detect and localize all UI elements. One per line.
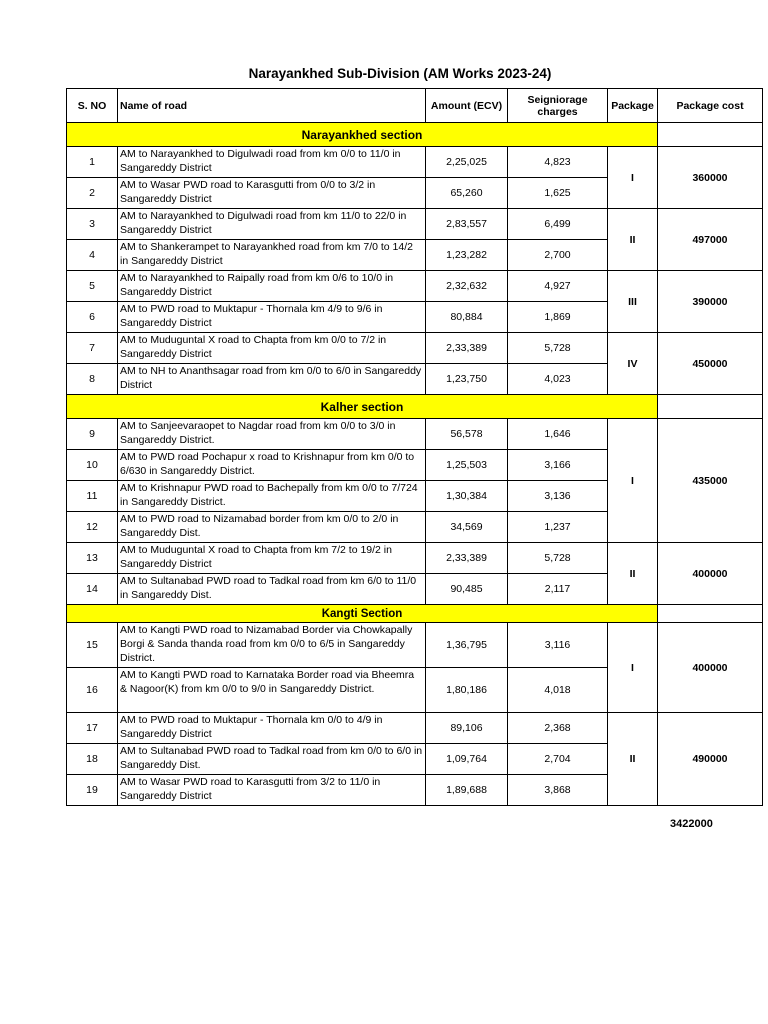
row-road-name: AM to Narayankhed to Digulwadi road from km 11/0 to 22/0 in Sangareddy District: [118, 209, 426, 240]
row-sno: 9: [67, 419, 118, 450]
row-road-name: AM to Narayankhed to Digulwadi road from km 0/0 to 11/0 in Sangareddy District: [118, 147, 426, 178]
table-row: [67, 623, 763, 668]
row-amount: 89,106: [426, 713, 508, 744]
row-amount: 2,25,025: [426, 147, 508, 178]
row-road-name: AM to Wasar PWD road to Karasgutti from 0/0 to 3/2 in Sangareddy District: [118, 178, 426, 209]
section-empty-cell: [658, 395, 763, 419]
row-road-name: AM to Wasar PWD road to Karasgutti from 3/2 to 11/0 in Sangareddy District: [118, 775, 426, 806]
row-road-name: AM to Sultanabad PWD road to Tadkal road from km 0/0 to 6/0 in Sangareddy Dist.: [118, 744, 426, 775]
row-road-name: AM to Krishnapur PWD road to Bachepally from km 0/0 to 7/724 in Sangareddy District.: [118, 481, 426, 512]
section-row: [67, 395, 763, 419]
package-cost: 490000: [658, 713, 763, 806]
row-amount: 2,33,389: [426, 543, 508, 574]
row-sno: 2: [67, 178, 118, 209]
package-label: II: [608, 543, 658, 605]
package-cost: 390000: [658, 271, 763, 333]
row-amount: 2,32,632: [426, 271, 508, 302]
package-cost: 435000: [658, 419, 763, 543]
header-name: Name of road: [118, 89, 426, 123]
section-row: [67, 123, 763, 147]
row-seigniorage: 5,728: [508, 333, 608, 364]
row-amount: 1,80,186: [426, 668, 508, 713]
row-seigniorage: 3,116: [508, 623, 608, 668]
package-label: II: [608, 713, 658, 806]
row-road-name: AM to Muduguntal X road to Chapta from km 7/2 to 19/2 in Sangareddy District: [118, 543, 426, 574]
row-amount: 2,83,557: [426, 209, 508, 240]
row-seigniorage: 1,646: [508, 419, 608, 450]
row-sno: 5: [67, 271, 118, 302]
row-amount: 1,25,503: [426, 450, 508, 481]
package-label: I: [608, 147, 658, 209]
row-amount: 1,36,795: [426, 623, 508, 668]
row-seigniorage: 2,704: [508, 744, 608, 775]
row-sno: 10: [67, 450, 118, 481]
row-seigniorage: 1,869: [508, 302, 608, 333]
row-seigniorage: 5,728: [508, 543, 608, 574]
row-amount: 1,30,384: [426, 481, 508, 512]
package-cost: 497000: [658, 209, 763, 271]
header-seigniorage: Seigniorage charges: [508, 89, 608, 123]
table-row: [67, 543, 763, 574]
row-road-name: AM to Sultanabad PWD road to Tadkal road from km 6/0 to 11/0 in Sangareddy Dist.: [118, 574, 426, 605]
section-empty-cell: [658, 123, 763, 147]
header-amount: Amount (ECV): [426, 89, 508, 123]
row-sno: 18: [67, 744, 118, 775]
table-row: [67, 419, 763, 450]
row-road-name: AM to Kangti PWD road to Nizamabad Border via Chowkapally Borgi & Sanda thanda road from km 0/0 to 6/5 in Sangareddy District.: [118, 623, 426, 668]
row-sno: 19: [67, 775, 118, 806]
package-label: IV: [608, 333, 658, 395]
row-seigniorage: 2,368: [508, 713, 608, 744]
row-sno: 7: [67, 333, 118, 364]
row-amount: 1,23,282: [426, 240, 508, 271]
row-road-name: AM to PWD road Pochapur x road to Krishnapur from km 0/0 to 6/630 in Sangareddy District.: [118, 450, 426, 481]
row-seigniorage: 1,237: [508, 512, 608, 543]
table-row: [67, 209, 763, 240]
row-road-name: AM to Kangti PWD road to Karnataka Border road via Bheemra & Nagoor(K) from km 0/0 to 9/0 in Sangareddy District.: [118, 668, 426, 713]
row-amount: 34,569: [426, 512, 508, 543]
row-sno: 15: [67, 623, 118, 668]
row-sno: 16: [67, 668, 118, 713]
row-amount: 1,23,750: [426, 364, 508, 395]
row-road-name: AM to Narayankhed to Raipally road from km 0/6 to 10/0 in Sangareddy District: [118, 271, 426, 302]
row-seigniorage: 3,166: [508, 450, 608, 481]
row-amount: 80,884: [426, 302, 508, 333]
header-package: Package: [608, 89, 658, 123]
row-seigniorage: 3,136: [508, 481, 608, 512]
row-amount: 65,260: [426, 178, 508, 209]
row-road-name: AM to Muduguntal X road to Chapta from km 0/0 to 7/2 in Sangareddy District: [118, 333, 426, 364]
row-road-name: AM to PWD road to Muktapur - Thornala km 4/9 to 9/6 in Sangareddy District: [118, 302, 426, 333]
row-sno: 11: [67, 481, 118, 512]
row-road-name: AM to PWD road to Nizamabad border from km 0/0 to 2/0 in Sangareddy Dist.: [118, 512, 426, 543]
row-sno: 3: [67, 209, 118, 240]
table-row: [67, 147, 763, 178]
grand-total: 3422000: [670, 818, 713, 830]
table-header-row: [67, 89, 763, 123]
section-empty-cell: [658, 605, 763, 623]
row-sno: 13: [67, 543, 118, 574]
works-table: [66, 88, 763, 806]
row-sno: 1: [67, 147, 118, 178]
row-seigniorage: 4,927: [508, 271, 608, 302]
row-amount: 90,485: [426, 574, 508, 605]
section-row: [67, 605, 763, 623]
package-label: II: [608, 209, 658, 271]
row-seigniorage: 2,700: [508, 240, 608, 271]
row-seigniorage: 3,868: [508, 775, 608, 806]
package-cost: 360000: [658, 147, 763, 209]
row-sno: 8: [67, 364, 118, 395]
row-seigniorage: 4,018: [508, 668, 608, 713]
row-road-name: AM to NH to Ananthsagar road from km 0/0 to 6/0 in Sangareddy District: [118, 364, 426, 395]
row-amount: 1,89,688: [426, 775, 508, 806]
row-seigniorage: 2,117: [508, 574, 608, 605]
section-title: Kalher section: [67, 395, 658, 419]
row-road-name: AM to PWD road to Muktapur - Thornala km 0/0 to 4/9 in Sangareddy District: [118, 713, 426, 744]
row-amount: 2,33,389: [426, 333, 508, 364]
row-seigniorage: 4,023: [508, 364, 608, 395]
row-sno: 12: [67, 512, 118, 543]
section-title: Narayankhed section: [67, 123, 658, 147]
table-row: [67, 333, 763, 364]
row-seigniorage: 4,823: [508, 147, 608, 178]
package-cost: 450000: [658, 333, 763, 395]
row-sno: 17: [67, 713, 118, 744]
row-seigniorage: 1,625: [508, 178, 608, 209]
row-sno: 14: [67, 574, 118, 605]
package-label: III: [608, 271, 658, 333]
header-package-cost: Package cost: [658, 89, 763, 123]
row-sno: 4: [67, 240, 118, 271]
table-row: [67, 271, 763, 302]
row-road-name: AM to Sanjeevaraopet to Nagdar road from km 0/0 to 3/0 in Sangareddy District.: [118, 419, 426, 450]
row-amount: 1,09,764: [426, 744, 508, 775]
package-cost: 400000: [658, 623, 763, 713]
package-cost: 400000: [658, 543, 763, 605]
row-road-name: AM to Shankerampet to Narayankhed road from km 7/0 to 14/2 in Sangareddy District: [118, 240, 426, 271]
table-row: [67, 713, 763, 744]
row-amount: 56,578: [426, 419, 508, 450]
document-title: Narayankhed Sub-Division (AM Works 2023-24): [248, 66, 552, 81]
section-title: Kangti Section: [67, 605, 658, 623]
header-sno: S. NO: [67, 89, 118, 123]
row-seigniorage: 6,499: [508, 209, 608, 240]
row-sno: 6: [67, 302, 118, 333]
package-label: I: [608, 623, 658, 713]
package-label: I: [608, 419, 658, 543]
